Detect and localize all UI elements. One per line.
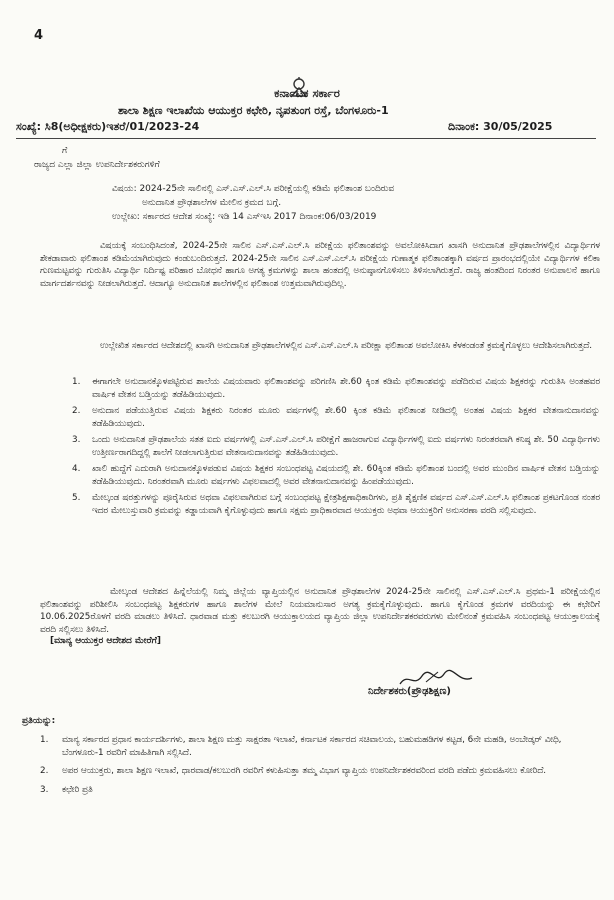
subject-line-continued: ಅನುದಾನಿತ ಪ್ರೌಢಶಾಲೆಗಳ ಮೇಲಿನ ಕ್ರಮದ ಬಗ್ಗೆ.: [142, 198, 282, 208]
body-paragraph-3: ಮೇಲ್ಕಂಡ ಆದೇಶದ ಹಿನ್ನೆಲೆಯಲ್ಲಿ ನಿಮ್ಮ ಜಿಲ್ಲೆಯ ವ್ಯಾಪ್ತಿಯಲ್ಲಿನ ಅನುದಾನಿತ ಪ್ರೌಢಶಾಲೆಗಳ 2024-25ನೇ ಸಾಲಿನಲ್ಲಿ ಎಸ್.ಎಸ್.ಎಲ್.ಸಿ ಪ್ರಥಮ-1 ಪರೀಕ್ಷೆಯಲ್ಲಿನ ಫಲಿತಾಂಶವನ್ನು ಪರಿಶೀಲಿಸಿ ಸಂಬಂಧಪಟ್ಟ ಶಿಕ್ಷಕರುಗಳ ಹಾಗೂ ಶಾಲೆಗಳ ಮೇಲೆ ನಿಯಮಾನುಸಾರ ಅಗತ್ಯ ಕ್ರಮಕೈಗೊಳ್ಳುವುದು. ಹಾಗೂ ಕೈಗೊಂಡ ಕ್ರಮಗಳ ವರದಿಯನ್ನು ಈ ಕಛೇರಿಗೆ 10.06.2025ರೊಳಗೆ ವರದಿ ಮಾಡಲು ತಿಳಿಸಿದೆ. ಧಾರವಾಡ ಮತ್ತು ಕಲಬುರಗಿ ಆಯುಕ್ತಾಲಯದ ವ್ಯಾಪ್ತಿಯ ಜಿಲ್ಲಾ ಉಪನಿರ್ದೇಶಕರವರುಗಳು ಮೇಲಿನಂತೆ ಕ್ರಮವಹಿಸಿ ಸಂಬಂಧಪಟ್ಟ ಆಯುಕ್ತಾಲಯಕ್ಕೆ ವರದಿ ಸಲ್ಲಿಸಲು ತಿಳಿಸಿದೆ.: [40, 587, 600, 635]
list-item-number: 2.: [72, 406, 81, 416]
office-address: ಶಾಲಾ ಶಿಕ್ಷಣ ಇಲಾಖೆಯ ಆಯುಕ್ತರ ಕಛೇರಿ, ನೃಪತುಂಗ ರಸ್ತೆ, ಬೆಂಗಳೂರು-1: [118, 104, 389, 117]
list-item: [64, 405, 600, 430]
list-item-text: ಖಾಲಿ ಹುದ್ದೆಗೆ ಎದುರಾಗಿ ಅನುದಾನಕ್ಕೊಳಪಡುವ ವಿಷಯ ಶಿಕ್ಷಕರ ಸಂಬಂಧಪಟ್ಟ ವಿಷಯದಲ್ಲಿ ಶೇ. 60ಕ್ಕಿಂತ ಕಡಿಮೆ ಫಲಿತಾಂಶ ಬಂದಲ್ಲಿ ಅವರ ಮುಂದಿನ ವಾರ್ಷಿಕ ವೇತನ ಬಡ್ತಿಯನ್ನು ತಡೆಹಿಡಿಯುವುದು. ನಿರಂತರವಾಗಿ ಮೂರು ವರ್ಷಗಳು ವಿಫಲವಾದಲ್ಲಿ ಅವರ ವೇತನಾನುದಾನವನ್ನು ಹಿಂಪಡೆಯುವುದು.: [92, 464, 600, 487]
body-paragraph-2: ಉಲ್ಲೇಖಿತ ಸರ್ಕಾರದ ಆದೇಶದಲ್ಲಿ ಖಾಸಗಿ ಅನುದಾನಿತ ಪ್ರೌಢಶಾಲೆಗಳಲ್ಲಿನ ಎಸ್.ಎಸ್.ಎಲ್.ಸಿ ಪರೀಕ್ಷಾ ಫಲಿತಾಂಶ ಅವಲೋಕಿಸಿ ಕೆಳಕಂಡಂತೆ ಕ್ರಮಕೈಗೊಳ್ಳಲು ಆದೇಶಿಸಲಾಗಿರುತ್ತದೆ.: [100, 341, 593, 351]
list-item-text: ಅನುದಾನ ಪಡೆಯುತ್ತಿರುವ ವಿಷಯ ಶಿಕ್ಷಕರು ನಿರಂತರ ಮೂರು ವರ್ಷಗಳಲ್ಲಿ ಶೇ.60 ಕ್ಕಿಂತ ಕಡಿಮೆ ಫಲಿತಾಂಶ ನೀಡಿದಲ್ಲಿ ಅಂತಹ ವಿಷಯ ಶಿಕ್ಷಕರ ವೇತನಾನುದಾನವನ್ನು ತಡೆಹಿಡಿಯುವುದು.: [92, 406, 600, 429]
reference-line: ಉಲ್ಲೇಖ: ಸರ್ಕಾರದ ಆದೇಶ ಸಂಖ್ಯೆ: ಇಡಿ 14 ಎಸ್‌ಇಸಿ 2017 ದಿನಾಂಕ:06/03/2019: [112, 212, 377, 222]
directives-list: [64, 376, 600, 521]
list-item: [64, 376, 600, 401]
list-item-text: ಕಛೇರಿ ಪ್ರತಿ: [62, 784, 93, 795]
copy-to-list: [40, 734, 600, 802]
list-item-text: ಮಾನ್ಯ ಸರ್ಕಾರದ ಪ್ರಧಾನ ಕಾರ್ಯದರ್ಶಿಗಳು, ಶಾಲಾ ಶಿಕ್ಷಣ ಮತ್ತು ಸಾಕ್ಷರತಾ ಇಲಾಖೆ, ಕರ್ನಾಟಕ ಸರ್ಕಾರದ ಸಚಿವಾಲಯ, ಬಹುಮಹಡಿಗಳ ಕಟ್ಟಡ, 6ನೇ ಮಹಡಿ, ಅಂಬೇಡ್ಕರ್ ವೀಧಿ, ಬೆಂಗಳೂರು-1 ರವರಿಗೆ ಮಾಹಿತಿಗಾಗಿ ಸಲ್ಲಿಸಿದೆ.: [62, 735, 562, 758]
salutation-to: ಗೆ: [62, 146, 68, 156]
header-divider: [16, 138, 596, 139]
list-item: [64, 463, 600, 488]
subject-line: ವಿಷಯ: 2024-25ನೇ ಸಾಲಿನಲ್ಲಿ ಎಸ್.ಎಸ್.ಎಲ್.ಸಿ ಪರೀಕ್ಷೆಯಲ್ಲಿ ಕಡಿಮೆ ಫಲಿತಾಂಶ ಬಂದಿರುವ: [112, 184, 395, 194]
list-item-number: 5.: [72, 493, 81, 503]
list-item: [40, 784, 600, 797]
list-item: [40, 734, 600, 759]
copy-to-label: ಪ್ರತಿಯನ್ನು:: [22, 716, 56, 726]
list-item: [40, 765, 600, 778]
list-item: [64, 492, 600, 517]
list-item-number: 3.: [72, 435, 81, 445]
letter-date: ದಿನಾಂಕ: 30/05/2025: [448, 120, 553, 133]
list-item-text: ಅಪರ ಆಯುಕ್ತರು, ಶಾಲಾ ಶಿಕ್ಷಣ ಇಲಾಖೆ, ಧಾರವಾಡ/ಕಲಬುರಗಿ ರವರಿಗೆ ಕಳುಹಿಸುತ್ತಾ ತಮ್ಮ ವಿಭಾಗ ವ್ಯಾಪ್ತಿಯ ಉಪನಿರ್ದೇಶಕರವರಿಂದ ವರದಿ ಪಡೆದು ಕ್ರಮವಹಿಸಲು ಕೋರಿದೆ.: [62, 766, 547, 776]
reference-number: ಸಂಖ್ಯೆ: ಸಿ8(ಅಧೀಕ್ಷಕರು)ಇತರೆ/01/2023-24: [16, 120, 200, 133]
list-item-text: ಮೇಲ್ಕಂಡ ಷರತ್ತುಗಳನ್ನು ಪೂರೈಸಿರುವ ಅಥವಾ ವಿಫಲವಾಗಿರುವ ಬಗ್ಗೆ ಸಂಬಂಧಪಟ್ಟ ಕ್ಷೇತ್ರಶಿಕ್ಷಣಾಧಿಕಾರಿಗಳು, ಪ್ರತಿ ಶೈಕ್ಷಣಿಕ ವರ್ಷದ ಎಸ್.ಎಸ್.ಎಲ್.ಸಿ ಫಲಿತಾಂಶ ಪ್ರಕಟಗೊಂಡ ನಂತರ ಇದರ ಮೇಲುಸ್ತುವಾರಿ ಕ್ರಮವನ್ನು ಕಡ್ಡಾಯವಾಗಿ ಕೈಗೊಳ್ಳುವುದು ಹಾಗೂ ಸಕ್ಷಮ ಪ್ರಾಧಿಕಾರವಾದ ಆಯುಕ್ತರು ಅಥವಾ ಆಯುಕ್ತರಿಗೆ ಅನುಸರಣಾ ವರದಿ ಸಲ್ಲಿಸುವುದು.: [92, 493, 600, 516]
addressee: ರಾಜ್ಯದ ಎಲ್ಲಾ ಜಿಲ್ಲಾ ಉಪನಿರ್ದೇಶಕರುಗಳಿಗೆ: [34, 160, 160, 170]
list-item-text: ಒಂದು ಅನುದಾನಿತ ಪ್ರೌಢಶಾಲೆಯ ಸತತ ಐದು ವರ್ಷಗಳಲ್ಲಿ ಎಸ್.ಎಸ್.ಎಲ್.ಸಿ ಪರೀಕ್ಷೆಗೆ ಹಾಜರಾಗುವ ವಿದ್ಯಾರ್ಥಿಗಳಲ್ಲಿ ಐದು ವರ್ಷಗಳು ನಿರಂತರವಾಗಿ ಕನಿಷ್ಠ ಶೇ. 50 ವಿದ್ಯಾರ್ಥಿಗಳು ಉತ್ತೀರ್ಣರಾಗದಿದ್ದಲ್ಲಿ ಶಾಲೆಗೆ ನೀಡಲಾಗುತ್ತಿರುವ ವೇತನಾನುದಾನವನ್ನು ತಡೆಹಿಡಿಯುವುದು.: [92, 435, 600, 458]
list-item-number: 4.: [72, 464, 81, 474]
body-paragraph-1: ವಿಷಯಕ್ಕೆ ಸಂಬಂಧಿಸಿದಂತೆ, 2024-25ನೇ ಸಾಲಿನ ಎಸ್.ಎಸ್.ಎಲ್.ಸಿ ಪರೀಕ್ಷೆಯ ಫಲಿತಾಂಶವನ್ನು ಅವಲೋಕಿಸಿದಾಗ ಖಾಸಗಿ ಅನುದಾನಿತ ಪ್ರೌಢಶಾಲೆಗಳಲ್ಲಿನ ವಿದ್ಯಾರ್ಥಿಗಳ ಶೇಕಡಾವಾರು ಫಲಿತಾಂಶ ಕಡಿಮೆಯಾಗಿರುವುದು ಕಂಡುಬಂದಿರುತ್ತದೆ. 2024-25ನೇ ಸಾಲಿನ ಎಸ್.ಎಸ್.ಎಲ್.ಸಿ ಪರೀಕ್ಷೆಯ ಗುಣಾತ್ಮಕ ಫಲಿತಾಂಶಕ್ಕಾಗಿ ವರ್ಷದ ಪ್ರಾರಂಭದಲ್ಲಿಯೇ ವಿದ್ಯಾರ್ಥಿಗಳ ಕಲಿಕಾ ಗುಣಮಟ್ಟವನ್ನು ಗುರುತಿಸಿ ವಿದ್ಯಾರ್ಥಿ ನಿರ್ದಿಷ್ಟ ಪರಿಹಾರ ಬೋಧನೆ ಹಾಗೂ ಅಗತ್ಯ ಕ್ರಮಗಳನ್ನು ಶಾಲಾ ಹಂತದಲ್ಲಿ ಅನುಷ್ಠಾನಗೊಳಿಸಲು ತಿಳಿಸಲಾಗಿರುತ್ತದೆ. ರಾಜ್ಯ ಹಂತದಿಂದ ನಿರಂತರ ಅನುಪಾಲನೆ ಹಾಗೂ ಮಾರ್ಗದರ್ಶನವನ್ನು ನೀಡಲಾಗಿರುತ್ತದೆ. ಆದಾಗ್ಯೂ ಅನುದಾನಿತ ಶಾಲೆಗಳಲ್ಲಿನ ಫಲಿತಾಂಶ ಉತ್ತಮವಾಗಿರುವುದಿಲ್ಲ.: [40, 241, 600, 289]
government-title: ಕರ್ನಾಟಕ ಸರ್ಕಾರ: [274, 86, 340, 100]
signatory-designation: ನಿರ್ದೇಶಕರು(ಪ್ರೌಢಶಿಕ್ಷಣ): [368, 686, 452, 697]
page-corner-mark: 4: [34, 28, 44, 43]
list-item-number: 1.: [72, 377, 81, 387]
list-item-number: 2.: [40, 766, 49, 776]
list-item: [64, 434, 600, 459]
list-item-number: 3.: [40, 784, 49, 795]
subject-block: [112, 182, 582, 224]
list-item-text: ಈಗಾಗಲೇ ಅನುದಾನಕ್ಕೊಳಪಟ್ಟಿರುವ ಶಾಲೆಯ ವಿಷಯವಾರು ಫಲಿತಾಂಶವನ್ನು ಪರಿಗಣಿಸಿ ಶೇ.60 ಕ್ಕಿಂತ ಕಡಿಮೆ ಫಲಿತಾಂಶವನ್ನು ಪಡೆದಿರುವ ವಿಷಯ ಶಿಕ್ಷಕರನ್ನು ಗುರುತಿಸಿ ಅಂತಹವರ ವಾರ್ಷಿಕ ವೇತನ ಬಡ್ತಿಯನ್ನು ತಡೆಹಿಡಿಯುವುದು.: [92, 377, 600, 400]
order-note: [ಮಾನ್ಯ ಆಯುಕ್ತರ ಆದೇಶದ ಮೇರೆಗೆ]: [50, 636, 161, 646]
list-item-number: 1.: [40, 735, 49, 745]
